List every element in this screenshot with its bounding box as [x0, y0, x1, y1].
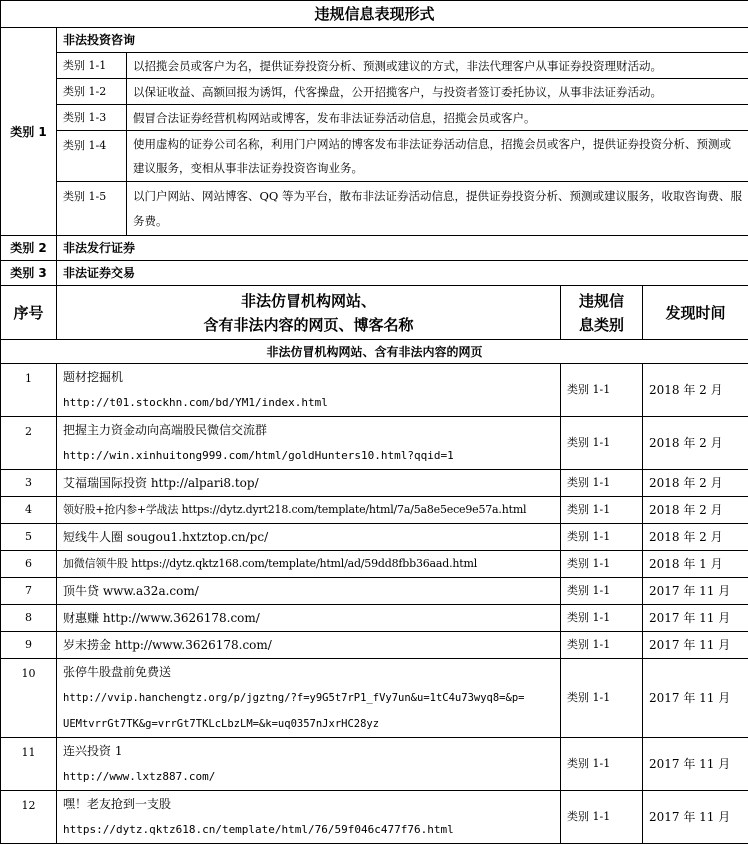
row-type: 类别 1-1	[561, 497, 643, 524]
row-type: 类别 1-1	[561, 659, 643, 738]
row-url-line2: UEMtvrrGt7TK&g=vrrGt7TKLcLbzLM=&k=uq0357nJxrHC28yz	[63, 718, 380, 730]
row-time: 2017 年 11 月	[643, 659, 748, 738]
row-seq: 1	[1, 364, 57, 417]
row-seq: 8	[1, 605, 57, 632]
table-row	[1, 364, 748, 417]
row-name-cell	[57, 417, 561, 470]
sub-desc-1-4: 使用虚构的证券公司名称，利用门户网站的博客发布非法证券活动信息，招揽会员或客户，提供证券投资分析、预测或建议服务，变相从事非法证券投资咨询业务。	[127, 131, 748, 182]
row-type: 类别 1-1	[561, 551, 643, 578]
row-seq: 7	[1, 578, 57, 605]
row-url-line1: http://vvip.hanchengtz.org/p/jgztng/?f=y9G5t7rP1_fVy7un&u=1tC4u73wyq8=&p=	[63, 692, 525, 704]
sub-code-1-4: 类别 1-4	[57, 131, 127, 182]
category-2-name: 非法发行证券	[57, 236, 748, 261]
row-time: 2018 年 2 月	[643, 524, 748, 551]
table-row	[1, 632, 748, 659]
row-type: 类别 1-1	[561, 364, 643, 417]
row-name-cell	[57, 738, 561, 791]
header-type-line1: 违规信	[578, 291, 624, 310]
header-name	[57, 286, 561, 340]
row-seq: 12	[1, 791, 57, 844]
table-row	[1, 578, 748, 605]
category-3-label: 类别 3	[1, 261, 57, 286]
row-seq: 10	[1, 659, 57, 738]
table-title: 违规信息表现形式	[1, 1, 748, 28]
row-seq: 2	[1, 417, 57, 470]
row-name-cell	[57, 364, 561, 417]
sub-desc-1-2: 以保证收益、高额回报为诱饵，代客操盘，公开招揽客户，与投资者签订委托协议，从事非法证券活动。	[127, 79, 748, 105]
category-1-label: 类别 1	[1, 28, 57, 236]
sub-code-1-3: 类别 1-3	[57, 105, 127, 131]
row-name: 加微信领牛股 https://dytz.qktz168.com/template/html/ad/59dd8fbb36aad.html	[57, 551, 561, 578]
row-url: http://www.lxtz887.com/	[63, 770, 216, 783]
table-row	[1, 605, 748, 632]
row-name-cell	[57, 791, 561, 844]
table-row	[1, 417, 748, 470]
sub-desc-1-3: 假冒合法证券经营机构网站或博客，发布非法证券活动信息，招揽会员或客户。	[127, 105, 748, 131]
header-type	[561, 286, 643, 340]
row-type: 类别 1-1	[561, 632, 643, 659]
sub-desc-1-1: 以招揽会员或客户为名，提供证券投资分析、预测或建议的方式，非法代理客户从事证券投资理财活动。	[127, 53, 748, 79]
row-time: 2018 年 1 月	[643, 551, 748, 578]
row-time: 2018 年 2 月	[643, 497, 748, 524]
row-name: 领好股+抢内参+学战法 https://dytz.dyrt218.com/template/html/7a/5a8e5ece9e57a.html	[57, 497, 561, 524]
row-type: 类别 1-1	[561, 578, 643, 605]
category-3-name: 非法证券交易	[57, 261, 748, 286]
row-time: 2017 年 11 月	[643, 578, 748, 605]
table-row	[1, 659, 748, 738]
row-url: https://dytz.qktz618.cn/template/html/76/59f046c477f76.html	[63, 823, 454, 836]
header-time: 发现时间	[643, 286, 748, 340]
row-type: 类别 1-1	[561, 791, 643, 844]
section-title: 非法仿冒机构网站、含有非法内容的网页	[1, 340, 748, 364]
row-name: 嘿！老友抢到一支股	[63, 797, 172, 811]
category-2-label: 类别 2	[1, 236, 57, 261]
row-seq: 5	[1, 524, 57, 551]
category-1-name: 非法投资咨询	[57, 28, 748, 53]
table-row	[1, 497, 748, 524]
table-row	[1, 551, 748, 578]
row-time: 2018 年 2 月	[643, 364, 748, 417]
row-time: 2017 年 11 月	[643, 791, 748, 844]
row-type: 类别 1-1	[561, 738, 643, 791]
row-name-cell	[57, 659, 561, 738]
row-name: 短线牛人圈 sougou1.hxtztop.cn/pc/	[57, 524, 561, 551]
header-seq: 序号	[1, 286, 57, 340]
sub-desc-1-5: 以门户网站、网站博客、QQ 等为平台，散布非法证券活动信息，提供证券投资分析、预测或建议服务，收取咨询费、服务费。	[127, 182, 748, 236]
row-seq: 3	[1, 470, 57, 497]
row-seq: 4	[1, 497, 57, 524]
row-name: 题材挖掘机	[63, 370, 124, 384]
header-name-line2: 含有非法内容的网页、博客名称	[203, 315, 414, 334]
row-name: 顶牛贷 www.a32a.com/	[57, 578, 561, 605]
row-name: 财惠赚 http://www.3626178.com/	[57, 605, 561, 632]
row-time: 2017 年 11 月	[643, 632, 748, 659]
row-time: 2017 年 11 月	[643, 738, 748, 791]
table-row	[1, 791, 748, 844]
sub-code-1-1: 类别 1-1	[57, 53, 127, 79]
row-url: http://t01.stockhn.com/bd/YM1/index.html	[63, 396, 328, 409]
row-time: 2017 年 11 月	[643, 605, 748, 632]
sub-code-1-5: 类别 1-5	[57, 182, 127, 236]
row-time: 2018 年 2 月	[643, 417, 748, 470]
table-row	[1, 470, 748, 497]
row-type: 类别 1-1	[561, 470, 643, 497]
row-time: 2018 年 2 月	[643, 470, 748, 497]
row-name: 连兴投资 1	[63, 744, 123, 758]
row-url: http://win.xinhuitong999.com/html/goldHunters10.html?qqid=1	[63, 449, 454, 462]
table-row	[1, 738, 748, 791]
sub-code-1-2: 类别 1-2	[57, 79, 127, 105]
row-name: 艾福瑞国际投资 http://alpari8.top/	[57, 470, 561, 497]
row-seq: 6	[1, 551, 57, 578]
header-name-line1: 非法仿冒机构网站、	[240, 291, 376, 310]
row-name: 张停牛股盘前免费送	[63, 665, 172, 679]
row-type: 类别 1-1	[561, 417, 643, 470]
row-type: 类别 1-1	[561, 605, 643, 632]
row-type: 类别 1-1	[561, 524, 643, 551]
table-row	[1, 524, 748, 551]
row-name: 把握主力资金动向高端股民微信交流群	[63, 423, 268, 437]
header-type-line2: 息类别	[578, 315, 624, 334]
row-seq: 9	[1, 632, 57, 659]
row-seq: 11	[1, 738, 57, 791]
row-name: 岁末捞金 http://www.3626178.com/	[57, 632, 561, 659]
